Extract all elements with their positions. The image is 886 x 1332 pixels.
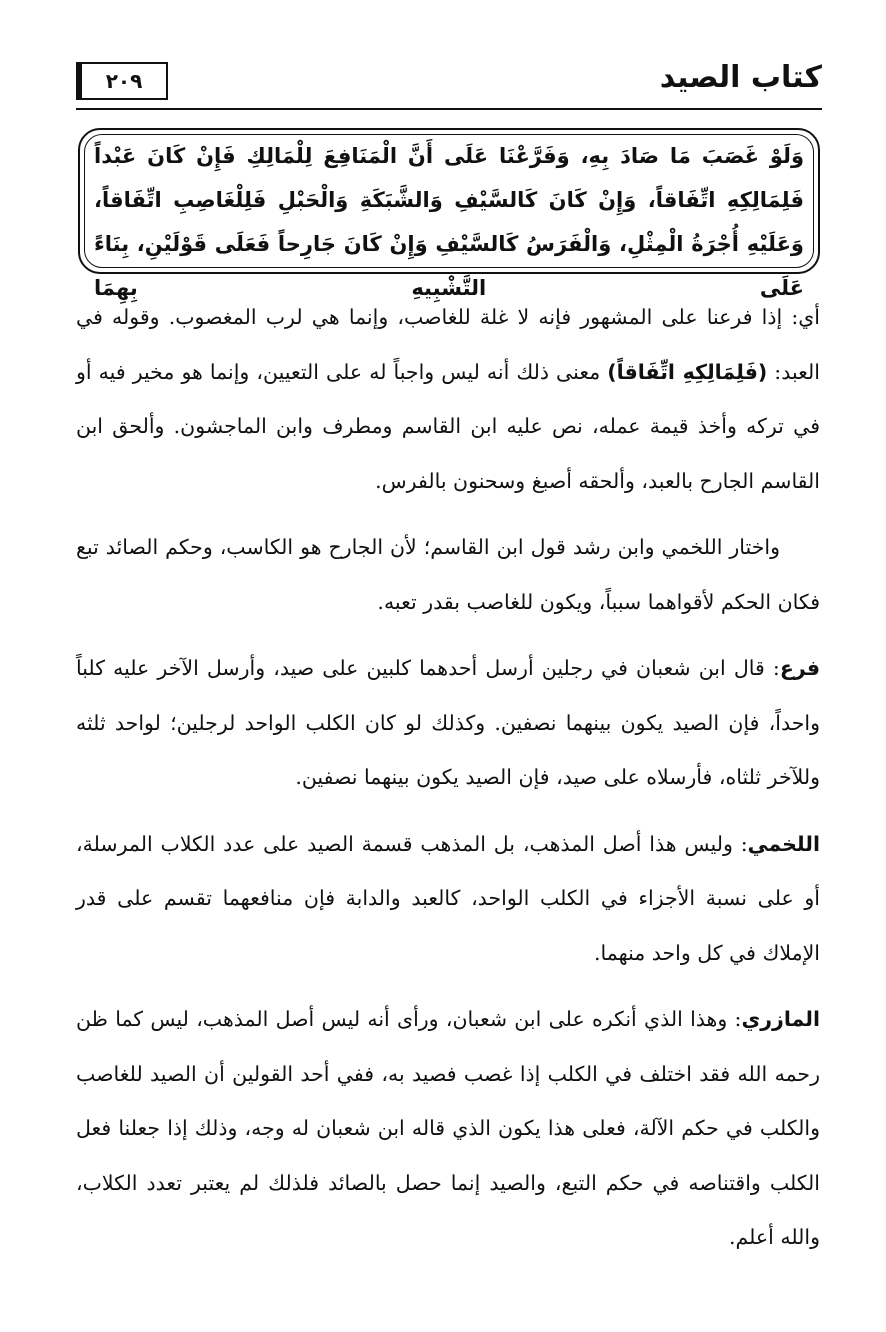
paragraph-3	[76, 641, 820, 805]
paragraph-5	[76, 992, 820, 1265]
paragraph-4-text: : وليس هذا أصل المذهب، بل المذهب قسمة الصيد على عدد الكلاب المرسلة، أو على نسبة الأجزاء في الكلب الواحد، كالعبد والدابة فإن منافعهما تقسم على قدر الإملاك في كل واحد منهما.	[76, 831, 820, 965]
page-number: ٢٠٩	[76, 62, 168, 100]
paragraph-1-after: معنى ذلك أنه ليس واجباً له على التعيين، وإنما هو مخير فيه أو في تركه وأخذ قيمة عمله، نص عليه ابن القاسم ومطرف وابن الماجشون. وألحق ابن القاسم الجارح بالعبد، وألحقه أصبغ وسحنون بالفرس.	[76, 359, 820, 493]
paragraph-3-lead: فرع	[779, 656, 820, 680]
page-header	[76, 60, 822, 108]
matn-text: وَلَوْ غَصَبَ مَا صَادَ بِهِ، وَفَرَّعْنَا عَلَى أَنَّ الْمَنَافِعَ لِلْمَالِكِ فَإِنْ كَانَ عَبْداً فَلِمَالِكِهِ اتِّفَاقاً، وَإِنْ كَانَ كَالسَّيْفِ وَالشَّبَكَةِ وَالْحَبْلِ فَلِلْغَاصِبِ اتِّفَاقاً، وَعَلَيْهِ أُجْرَةُ الْمِثْلِ، وَالْفَرَسُ كَالسَّيْفِ وَإِنْ كَانَ جَارِحاً فَعَلَى قَوْلَيْنِ، بِنَاءً عَلَى التَّشْبِيهِ بِهِمَا	[94, 144, 804, 300]
paragraph-5-text: : وهذا الذي أنكره على ابن شعبان، ورأى أنه ليس أصل المذهب، ليس كما ظن رحمه الله فقد اختلف في الكلب إذا غصب فصيد به، ففي أحد القولين أن الصيد للغاصب والكلب في حكم الآلة، فعلى هذا يكون الذي قاله ابن شعبان له وجه، وذلك إذا جعلنا فعل الكلب واقتناصه في حكم التبع، والصيد إنما حصل بالصائد فلذلك لم يعتبر تعدد الكلاب، والله أعلم.	[76, 1007, 820, 1249]
commentary-body	[76, 290, 820, 1277]
matn-box	[78, 128, 820, 300]
paragraph-4	[76, 817, 820, 981]
paragraph-5-lead: المازري	[741, 1007, 820, 1031]
running-title: كتاب الصيد	[659, 60, 822, 95]
paragraph-2	[76, 520, 820, 629]
paragraph-2-text: واختار اللخمي وابن رشد قول ابن القاسم؛ لأن الجارح هو الكاسب، وحكم الصائد تبع فكان الحكم لأقواهما سبباً، ويكون للغاصب بقدر تعبه.	[76, 535, 820, 614]
paragraph-4-lead: اللخمي	[747, 831, 820, 856]
header-rule	[76, 108, 822, 110]
paragraph-1-before: أي: إذا فرعنا على المشهور فإنه لا غلة للغاصب، وإنما هي لرب المغصوب. وقوله في العبد:	[76, 305, 820, 384]
paragraph-1	[76, 290, 820, 508]
paragraph-3-text: : قال ابن شعبان في رجلين أرسل أحدهما كلبين على صيد، وأرسل الآخر عليه كلباً واحداً، فإن الصيد يكون بينهما نصفين. وكذلك لو كان الكلب الواحد لرجلين؛ لواحد ثلثه وللآخر ثلثاه، فأرسلاه على صيد، فإن الصيد يكون بينهما نصفين.	[76, 656, 820, 789]
paragraph-1-quote: (فَلِمَالِكِهِ اتِّفَاقاً)	[607, 359, 768, 384]
